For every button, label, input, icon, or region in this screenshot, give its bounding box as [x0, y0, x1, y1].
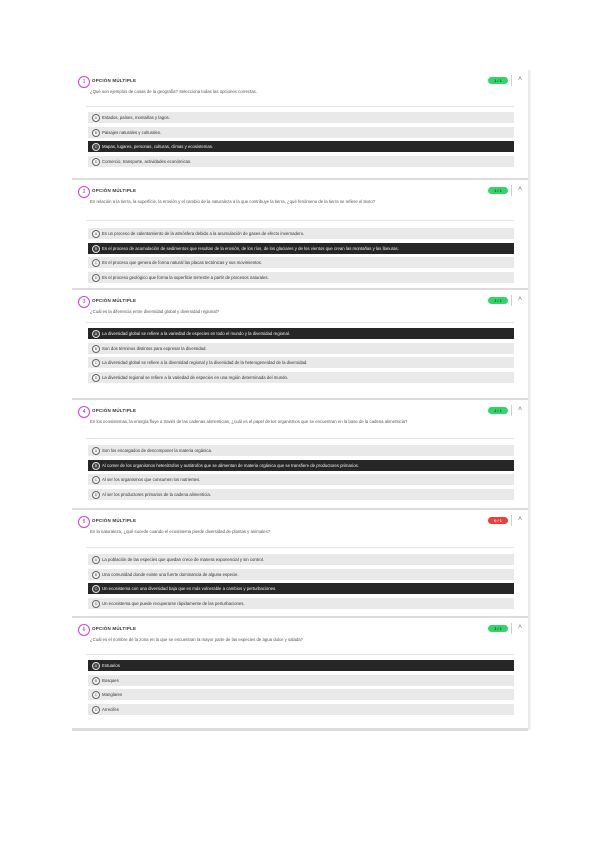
answer-option[interactable]: [88, 228, 514, 239]
question-type: OPCIÓN MÚLTIPLE: [92, 188, 137, 193]
question-card: [72, 290, 528, 398]
option-letter: B: [92, 677, 100, 685]
header-divider: [511, 623, 512, 634]
answer-option[interactable]: [88, 704, 514, 715]
question-number: 4: [78, 406, 90, 418]
option-letter: A: [92, 114, 100, 122]
answer-option[interactable]: [88, 272, 514, 283]
answer-option[interactable]: [88, 689, 514, 700]
answer-option[interactable]: [88, 569, 514, 580]
answer-option[interactable]: [88, 328, 514, 339]
option-text: La diversidad regional se refiere a la variedad de especies en una región determinada del mundo.: [102, 374, 289, 380]
answer-option[interactable]: [88, 343, 514, 354]
answer-option[interactable]: [88, 474, 514, 485]
divider: [86, 438, 514, 439]
header-divider: [511, 75, 512, 86]
answer-option[interactable]: [88, 141, 514, 152]
option-text: Al ser los organismos que consumen los nutrientes.: [102, 477, 201, 482]
answer-option[interactable]: [88, 675, 514, 686]
question-text: En los ecosistemas, la energía fluye a través de las cadenas alimenticias, ¿cuál es el papel de los organismos que se encuentran en la base de la cadena alimenticia?: [90, 419, 408, 424]
divider: [86, 220, 514, 221]
chevron-up-icon[interactable]: ˄: [518, 516, 523, 523]
option-text: Al ser los productores primarios de la cadena alimenticia.: [102, 491, 211, 497]
header-divider: [511, 405, 512, 416]
question-text: En relación a la tierra, la superficie, la erosión y el cambio de la naturaleza a la que contribuye la tierra, ¿qué fenómeno de la tierra se refiere el texto?: [90, 199, 376, 204]
option-text: Un ecosistema que puede recuperarse rápidamente de las perturbaciones.: [102, 600, 245, 606]
option-text: Son dos términos distintos para expresar la diversidad.: [102, 345, 207, 351]
option-text: Es el proceso que genera de forma natural las placas tectónicas y sus movimientos.: [102, 260, 263, 265]
option-letter: A: [92, 330, 100, 338]
question-type: OPCIÓN MÚLTIPLE: [92, 298, 137, 303]
option-text: Son los encargados de descomponer la materia orgánica.: [102, 448, 213, 453]
score-badge: 1 / 1: [488, 77, 508, 84]
option-letter: B: [92, 571, 100, 579]
option-letter: A: [92, 230, 100, 238]
question-type: OPCIÓN MÚLTIPLE: [92, 78, 137, 83]
option-text: Un ecosistema con una diversidad baja que es más vulnerable a cambios y perturbaciones.: [102, 586, 277, 591]
option-text: Arrecifes: [102, 706, 119, 712]
question-number: 6: [78, 624, 90, 636]
chevron-up-icon[interactable]: ˄: [518, 186, 523, 193]
option-letter: B: [92, 345, 100, 353]
question-text: ¿Cuál es el nombre de la zona en la que se encuentran la mayor parte de las especies de agua dulce y salada?: [90, 637, 304, 642]
answer-option[interactable]: [88, 460, 514, 471]
option-text: Estados, países, montañas y lagos.: [102, 115, 170, 120]
option-text: Bosques: [102, 677, 119, 683]
question-card: [72, 70, 528, 178]
question-number: 3: [78, 296, 90, 308]
option-text: La población de las especies que quedan crece de manera exponencial y sin control.: [102, 557, 264, 562]
option-letter: A: [92, 556, 100, 564]
answer-option[interactable]: [88, 243, 514, 254]
option-text: Es el proceso geológico que forma la superficie terrestre a partir de procesos naturales.: [102, 274, 269, 280]
option-letter: B: [92, 129, 100, 137]
question-type: OPCIÓN MÚLTIPLE: [92, 408, 137, 413]
chevron-up-icon[interactable]: ˄: [518, 624, 523, 631]
question-card: [72, 510, 528, 616]
answer-option[interactable]: [88, 445, 514, 456]
answer-option[interactable]: [88, 257, 514, 268]
option-letter: D: [92, 706, 100, 714]
question-number: 1: [78, 76, 90, 88]
question-card: [72, 400, 528, 508]
option-text: Paisajes naturales y culturales.: [102, 129, 162, 135]
chevron-up-icon[interactable]: ˄: [518, 406, 523, 413]
option-letter: C: [92, 143, 100, 151]
chevron-up-icon[interactable]: ˄: [518, 296, 523, 303]
option-letter: B: [92, 462, 100, 470]
divider: [86, 106, 514, 107]
score-badge: 1 / 1: [488, 187, 508, 194]
option-letter: D: [92, 600, 100, 608]
option-text: La diversidad global se refiere a la variedad de especies en todo el mundo y la diversidad regional.: [102, 331, 290, 336]
divider: [86, 322, 514, 323]
answer-option[interactable]: [88, 583, 514, 594]
option-text: Es el proceso de acumulación de sedimentos que resultan de la erosión, de los ríos, de los glaciares y de los vientos que crean las montañas y las llanuras.: [102, 245, 399, 251]
option-letter: C: [92, 259, 100, 267]
divider: [86, 654, 514, 655]
answer-option[interactable]: [88, 357, 514, 368]
question-card: [72, 618, 528, 728]
option-letter: A: [92, 662, 100, 670]
divider: [86, 547, 514, 548]
option-letter: D: [92, 374, 100, 382]
option-text: Al comer de los organismos heterótrofos y autótrofos que se alimentan de materia orgánica que se transfiere de productores primarios.: [102, 462, 359, 468]
score-badge: 1 / 1: [488, 297, 508, 304]
question-number: 5: [78, 516, 90, 528]
option-text: Estuarios: [102, 663, 120, 668]
score-badge: 1 / 1: [488, 407, 508, 414]
option-letter: D: [92, 491, 100, 499]
card-separator: [72, 728, 528, 731]
option-text: Comercio, transporte, actividades económicas.: [102, 158, 192, 164]
option-letter: B: [92, 245, 100, 253]
chevron-up-icon[interactable]: ˄: [518, 76, 523, 83]
option-letter: A: [92, 447, 100, 455]
score-badge: 0 / 1: [488, 517, 508, 524]
answer-option[interactable]: [88, 489, 514, 500]
question-type: OPCIÓN MÚLTIPLE: [92, 626, 137, 631]
question-text: En la naturaleza, ¿qué sucede cuando el ecosistema pierde diversidad de plantas y animales?: [90, 529, 271, 534]
option-letter: D: [92, 158, 100, 166]
answer-option[interactable]: [88, 660, 514, 671]
option-letter: C: [92, 359, 100, 367]
option-letter: C: [92, 691, 100, 699]
question-number: 2: [78, 186, 90, 198]
option-letter: D: [92, 274, 100, 282]
answer-option[interactable]: [88, 127, 514, 138]
answer-option[interactable]: [88, 372, 514, 383]
option-text: Es un proceso de calentamiento de la atmósfera debido a la acumulación de gases de efecto invernadero.: [102, 231, 305, 236]
question-text: ¿Cuál es la diferencia entre diversidad global y diversidad regional?: [90, 309, 219, 314]
header-divider: [511, 185, 512, 196]
option-text: La diversidad global se refiere a la diversidad regional y la diversidad de la heterogeneidad de la diversidad.: [102, 360, 308, 365]
option-text: Mapas, lugares, personas, culturas, climas y ecosistemas.: [102, 144, 214, 149]
question-card: [72, 180, 528, 288]
answer-option[interactable]: [88, 156, 514, 167]
option-text: Manglares: [102, 692, 123, 697]
question-type: OPCIÓN MÚLTIPLE: [92, 518, 137, 523]
option-letter: C: [92, 476, 100, 484]
answer-option[interactable]: [88, 112, 514, 123]
option-text: Una comunidad donde existe una fuerte dominancia de alguna especie.: [102, 571, 239, 577]
header-divider: [511, 515, 512, 526]
header-divider: [511, 295, 512, 306]
answer-option[interactable]: [88, 554, 514, 565]
score-badge: 1 / 1: [488, 625, 508, 632]
question-text: ¿Qué son ejemplos de cosas de la geografía? Selecciona todas las opciones correctas.: [90, 89, 257, 94]
answer-option[interactable]: [88, 598, 514, 609]
option-letter: C: [92, 585, 100, 593]
